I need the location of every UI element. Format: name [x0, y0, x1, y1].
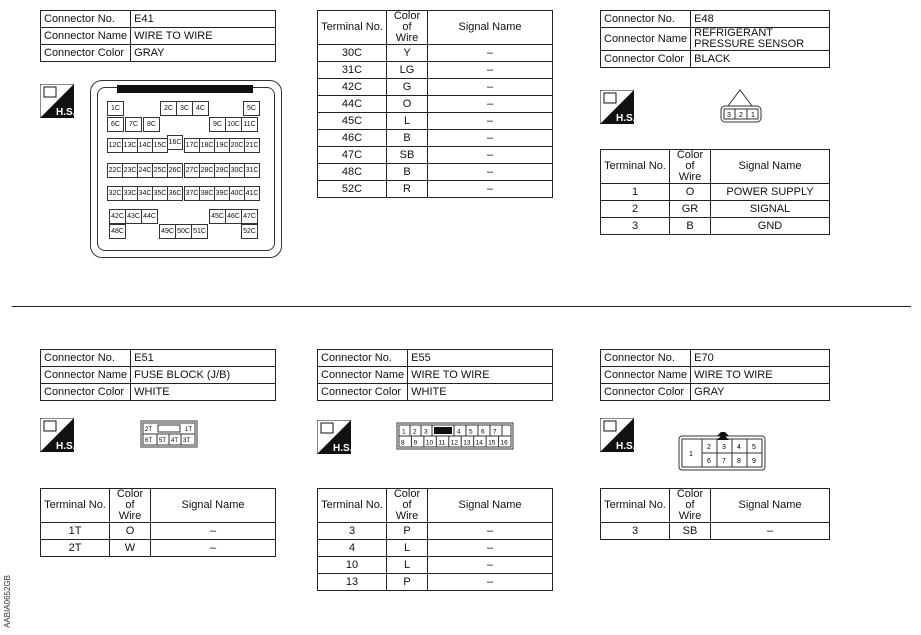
e55-connector-info — [317, 349, 553, 401]
label-connector-name: Connector Name — [601, 28, 691, 51]
terminal-no-cell: 52C — [318, 181, 387, 198]
signal-name-cell: GND — [711, 218, 830, 235]
hs-icon — [40, 84, 74, 118]
label-connector-no: Connector No. — [318, 350, 408, 367]
terminal-row — [318, 62, 553, 79]
terminal-row — [318, 130, 553, 147]
hs-icon — [600, 418, 634, 452]
pin-33c: 33C — [122, 186, 138, 201]
wire-color-cell: SB — [670, 523, 711, 540]
pin-39c: 39C — [214, 186, 230, 201]
signal-name-cell: SIGNAL — [711, 201, 830, 218]
svg-text:H.S.: H.S. — [56, 441, 74, 452]
label-connector-no: Connector No. — [41, 350, 131, 367]
svg-text:8: 8 — [737, 458, 741, 465]
e70-connector-info — [600, 349, 830, 401]
pin-13c: 13C — [122, 138, 138, 153]
pin-label: 15 — [488, 439, 496, 447]
pin-label: 3 — [727, 112, 731, 119]
signal-name-cell: – — [428, 574, 553, 591]
pin-7c: 7C — [125, 117, 142, 132]
svg-text:9: 9 — [752, 458, 756, 465]
signal-name-cell: – — [428, 113, 553, 130]
pin-label: 5 — [469, 428, 473, 436]
pin-36c: 36C — [167, 186, 183, 201]
pin-32c: 32C — [107, 186, 123, 201]
pin-46c: 46C — [225, 209, 242, 224]
header-terminal-no: Terminal No. — [41, 489, 110, 523]
terminal-no-cell: 48C — [318, 164, 387, 181]
label-connector-name: Connector Name — [318, 367, 408, 384]
section-divider — [12, 306, 911, 307]
pin-label: 9 — [413, 439, 418, 447]
signal-name-cell: – — [428, 181, 553, 198]
header-color-of-wire: Color of Wire — [387, 11, 428, 45]
svg-text:5T: 5T — [159, 438, 167, 444]
terminal-no-cell: 45C — [318, 113, 387, 130]
terminal-no-cell: 1 — [601, 184, 670, 201]
pin-44c: 44C — [141, 209, 158, 224]
pin-2c: 2C — [160, 101, 177, 116]
label-connector-no: Connector No. — [601, 11, 691, 28]
pin-45c: 45C — [209, 209, 226, 224]
wire-color-cell: GR — [670, 201, 711, 218]
signal-name-cell: – — [428, 62, 553, 79]
terminal-row — [318, 557, 553, 574]
pin-12c: 12C — [107, 138, 123, 153]
terminal-row — [318, 45, 553, 62]
pin-41c: 41C — [244, 186, 260, 201]
signal-name-cell: – — [711, 523, 830, 540]
header-signal-name: Signal Name — [428, 489, 553, 523]
header-color-of-wire: Color of Wire — [110, 489, 151, 523]
wire-color-cell: O — [110, 523, 151, 540]
pin-5c: 5C — [243, 101, 260, 116]
wire-color-cell: LG — [387, 62, 428, 79]
e48-connector-name: REFRIGERANT PRESSURE SENSOR — [691, 28, 830, 51]
terminal-row — [318, 96, 553, 113]
header-signal-name: Signal Name — [151, 489, 276, 523]
terminal-row — [41, 540, 276, 557]
terminal-no-cell: 47C — [318, 147, 387, 164]
signal-name-cell: – — [428, 147, 553, 164]
e48-connector-info — [600, 10, 830, 68]
pin-42c: 42C — [109, 209, 126, 224]
signal-name-cell: – — [151, 540, 276, 557]
svg-text:4T: 4T — [171, 438, 179, 444]
e55-connector-color: WHITE — [408, 384, 553, 401]
figure-code: AABIA0652GB — [3, 575, 12, 628]
pin-label: 2 — [739, 112, 743, 119]
header-terminal-no: Terminal No. — [601, 489, 670, 523]
pin-9c: 9C — [209, 117, 226, 132]
e41-connector-name: WIRE TO WIRE — [131, 28, 276, 45]
pin-38c: 38C — [199, 186, 215, 201]
pin-label: 7 — [493, 428, 497, 436]
svg-text:7: 7 — [722, 458, 726, 465]
e48-connector-face — [718, 88, 766, 129]
hs-icon — [40, 418, 74, 452]
svg-text:H.S.: H.S. — [56, 107, 74, 118]
svg-text:5: 5 — [752, 444, 756, 451]
signal-name-cell: – — [428, 96, 553, 113]
pin-50c: 50C — [175, 224, 192, 239]
pin-label: 2 — [413, 428, 417, 436]
terminal-row — [318, 523, 553, 540]
pin-11c: 11C — [241, 117, 258, 132]
terminal-row — [601, 201, 830, 218]
terminal-no-cell: 42C — [318, 79, 387, 96]
pin-19c: 19C — [214, 138, 230, 153]
header-terminal-no: Terminal No. — [318, 489, 387, 523]
header-signal-name: Signal Name — [711, 489, 830, 523]
pin-31c: 31C — [244, 163, 260, 178]
terminal-row — [318, 181, 553, 198]
signal-name-cell: – — [428, 540, 553, 557]
terminal-row — [601, 218, 830, 235]
label-connector-color: Connector Color — [41, 384, 131, 401]
e41-terminal-table — [317, 10, 553, 198]
header-terminal-no: Terminal No. — [318, 11, 387, 45]
signal-name-cell: POWER SUPPLY — [711, 184, 830, 201]
label-connector-no: Connector No. — [41, 11, 131, 28]
wire-color-cell: P — [387, 523, 428, 540]
header-signal-name: Signal Name — [711, 150, 830, 184]
wire-color-cell: SB — [387, 147, 428, 164]
pin-4c: 4C — [192, 101, 209, 116]
svg-text:3T: 3T — [183, 438, 191, 444]
svg-text:1T: 1T — [185, 427, 193, 433]
pin-8c: 8C — [143, 117, 160, 132]
terminal-no-cell: 4 — [318, 540, 387, 557]
pin-43c: 43C — [125, 209, 142, 224]
terminal-row — [318, 574, 553, 591]
e55-connector-no: E55 — [408, 350, 553, 367]
wire-color-cell: L — [387, 113, 428, 130]
svg-text:H.S.: H.S. — [333, 443, 351, 454]
wire-color-cell: G — [387, 79, 428, 96]
pin-15c: 15C — [152, 138, 168, 153]
pin-label: 6 — [481, 428, 485, 436]
terminal-no-cell: 3 — [318, 523, 387, 540]
wire-color-cell: B — [387, 164, 428, 181]
svg-text:2: 2 — [707, 444, 711, 451]
terminal-row — [601, 184, 830, 201]
pin-16c: 16C — [167, 135, 183, 150]
pin-label: 12 — [450, 439, 459, 447]
pin-29c: 29C — [214, 163, 230, 178]
terminal-row — [318, 540, 553, 557]
pin-24c: 24C — [137, 163, 153, 178]
terminal-no-cell: 10 — [318, 557, 387, 574]
label-connector-name: Connector Name — [41, 28, 131, 45]
wire-color-cell: P — [387, 574, 428, 591]
e41-connector-info — [40, 10, 276, 62]
terminal-row — [601, 523, 830, 540]
wire-color-cell: L — [387, 557, 428, 574]
hs-icon — [600, 90, 634, 124]
pin-14c: 14C — [137, 138, 153, 153]
signal-name-cell: – — [428, 130, 553, 147]
e48-terminal-table — [600, 149, 830, 235]
signal-name-cell: – — [428, 164, 553, 181]
pin-17c: 17C — [184, 138, 200, 153]
wire-color-cell: B — [387, 130, 428, 147]
pin-47c: 47C — [241, 209, 258, 224]
wire-color-cell: Y — [387, 45, 428, 62]
pin-6c: 6C — [107, 117, 124, 132]
pin-21c: 21C — [244, 138, 260, 153]
signal-name-cell: – — [151, 523, 276, 540]
svg-text:1: 1 — [689, 451, 693, 458]
header-signal-name: Signal Name — [428, 11, 553, 45]
pin-label: 10 — [425, 439, 434, 447]
svg-text:H.S.: H.S. — [616, 113, 634, 124]
label-connector-color: Connector Color — [318, 384, 408, 401]
e70-connector-name: WIRE TO WIRE — [691, 367, 830, 384]
signal-name-cell: – — [428, 523, 553, 540]
signal-name-cell: – — [428, 557, 553, 574]
e51-connector-info — [40, 349, 276, 401]
pin-1c: 1C — [107, 101, 124, 116]
pin-label: 16 — [500, 439, 508, 447]
e41-connector-no: E41 — [131, 11, 276, 28]
hs-icon — [317, 420, 351, 454]
label-connector-color: Connector Color — [601, 51, 691, 68]
pin-label: 4 — [457, 428, 461, 436]
pin-37c: 37C — [184, 186, 200, 201]
e51-connector-face — [140, 420, 198, 453]
e55-connector-face — [396, 422, 514, 455]
wire-color-cell: L — [387, 540, 428, 557]
wire-color-cell: W — [110, 540, 151, 557]
pin-27c: 27C — [184, 163, 200, 178]
terminal-row — [318, 147, 553, 164]
svg-text:H.S.: H.S. — [616, 441, 634, 452]
pin-label: 11 — [438, 439, 446, 447]
terminal-row — [41, 523, 276, 540]
pin-10c: 10C — [225, 117, 242, 132]
pin-label: 14 — [475, 439, 483, 447]
pin-48c: 48C — [109, 224, 126, 239]
label-connector-name: Connector Name — [601, 367, 691, 384]
wire-color-cell: O — [670, 184, 711, 201]
pin-label: 1 — [402, 428, 406, 436]
pin-20c: 20C — [229, 138, 245, 153]
label-connector-color: Connector Color — [41, 45, 131, 62]
pin-label: 13 — [463, 439, 471, 447]
wire-color-cell: O — [387, 96, 428, 113]
svg-text:2T: 2T — [145, 427, 153, 433]
pin-49c: 49C — [159, 224, 176, 239]
pin-label: 8 — [401, 439, 405, 447]
wire-color-cell: R — [387, 181, 428, 198]
pin-22c: 22C — [107, 163, 123, 178]
e70-connector-face — [678, 432, 768, 477]
terminal-no-cell: 44C — [318, 96, 387, 113]
pin-23c: 23C — [122, 163, 138, 178]
e70-connector-no: E70 — [691, 350, 830, 367]
signal-name-cell: – — [428, 79, 553, 96]
header-color-of-wire: Color of Wire — [670, 489, 711, 523]
pin-label: 3 — [424, 428, 428, 436]
header-terminal-no: Terminal No. — [601, 150, 670, 184]
e51-connector-no: E51 — [131, 350, 276, 367]
e51-connector-name: FUSE BLOCK (J/B) — [131, 367, 276, 384]
label-connector-name: Connector Name — [41, 367, 131, 384]
e51-terminal-table — [40, 488, 276, 557]
terminal-row — [318, 113, 553, 130]
terminal-row — [318, 79, 553, 96]
e51-connector-color: WHITE — [131, 384, 276, 401]
label-connector-no: Connector No. — [601, 350, 691, 367]
svg-text:3: 3 — [722, 444, 726, 451]
pin-18c: 18C — [199, 138, 215, 153]
wire-color-cell: B — [670, 218, 711, 235]
pin-3c: 3C — [176, 101, 193, 116]
e70-terminal-table — [600, 488, 830, 540]
terminal-no-cell: 3 — [601, 523, 670, 540]
svg-text:4: 4 — [737, 444, 741, 451]
pin-30c: 30C — [229, 163, 245, 178]
terminal-no-cell: 31C — [318, 62, 387, 79]
terminal-no-cell: 13 — [318, 574, 387, 591]
e41-connector-face — [90, 80, 282, 258]
pin-label: 1 — [751, 112, 755, 119]
pin-51c: 51C — [191, 224, 208, 239]
label-connector-color: Connector Color — [601, 384, 691, 401]
e48-connector-no: E48 — [691, 11, 830, 28]
terminal-no-cell: 46C — [318, 130, 387, 147]
terminal-no-cell: 2 — [601, 201, 670, 218]
e70-connector-color: GRAY — [691, 384, 830, 401]
svg-text:6: 6 — [707, 458, 711, 465]
e55-connector-name: WIRE TO WIRE — [408, 367, 553, 384]
header-color-of-wire: Color of Wire — [670, 150, 711, 184]
svg-text:6T: 6T — [145, 438, 153, 444]
e48-connector-color: BLACK — [691, 51, 830, 68]
pin-26c: 26C — [167, 163, 183, 178]
signal-name-cell: – — [428, 45, 553, 62]
terminal-no-cell: 1T — [41, 523, 110, 540]
terminal-no-cell: 30C — [318, 45, 387, 62]
header-color-of-wire: Color of Wire — [387, 489, 428, 523]
pin-40c: 40C — [229, 186, 245, 201]
terminal-no-cell: 2T — [41, 540, 110, 557]
pin-35c: 35C — [152, 186, 168, 201]
pin-52c: 52C — [241, 224, 258, 239]
e55-terminal-table — [317, 488, 553, 591]
terminal-no-cell: 3 — [601, 218, 670, 235]
pin-25c: 25C — [152, 163, 168, 178]
terminal-row — [318, 164, 553, 181]
e41-connector-color: GRAY — [131, 45, 276, 62]
pin-34c: 34C — [137, 186, 153, 201]
pin-28c: 28C — [199, 163, 215, 178]
